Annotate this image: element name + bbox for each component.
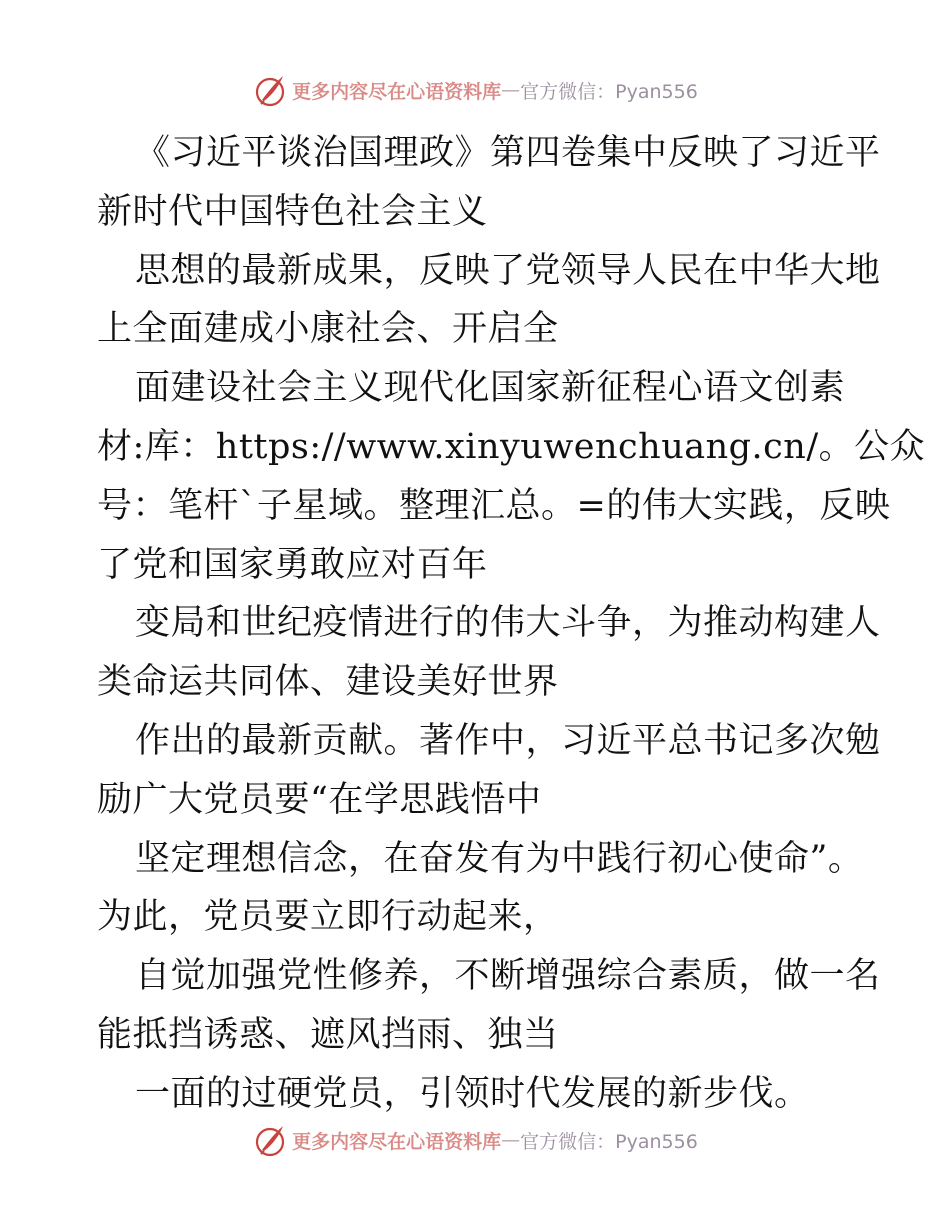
watermark-wechat-text: 官方微信：Pyan556 — [520, 1130, 698, 1153]
text-line: 《习近平谈治国理政》第四卷集中反映了习近平 — [135, 133, 881, 173]
watermark-wechat-text: 官方微信：Pyan556 — [520, 80, 698, 103]
footer-watermark — [0, 1120, 950, 1160]
text-line: 作出的最新贡献。著作中，习近平总书记多次勉 — [135, 720, 881, 761]
text-line: 变局和世纪疫情进行的伟大斗争，为推动构建人 — [135, 603, 881, 644]
text-line: 号：笔杆`子星域。整理汇总。=的伟大实践，反映 — [97, 485, 891, 526]
watermark-brand-text: 更多内容尽在心语资料库 — [292, 80, 502, 103]
text-line: 自觉加强党性修养，不断增强综合素质，做一名 — [135, 956, 881, 997]
document-body — [97, 124, 926, 1124]
quill-logo-icon — [252, 72, 288, 108]
text-line: 面建设社会主义现代化国家新征程心语文创素 — [135, 368, 846, 409]
text-line: 上全面建成小康社会、开启全 — [97, 309, 559, 350]
watermark-separator: — — [501, 1129, 521, 1151]
watermark-brand-text: 更多内容尽在心语资料库 — [292, 1130, 502, 1153]
text-line: 思想的最新成果，反映了党领导人民在中华大地 — [135, 250, 881, 291]
text-line: 类命运共同体、建设美好世界 — [97, 662, 559, 703]
watermark-separator: — — [501, 79, 521, 101]
quill-logo-icon — [252, 1122, 288, 1158]
text-line: 为此，党员要立即行动起来， — [97, 897, 559, 938]
text-line: 了党和国家勇敢应对百年 — [97, 544, 488, 585]
header-watermark — [0, 70, 950, 110]
text-line: 能抵挡诱惑、遮风挡雨、独当 — [97, 1014, 559, 1055]
text-line: 材:库：https://www.xinyuwenchuang.cn/。公众 — [97, 426, 926, 467]
text-line: 坚定理想信念，在奋发有为中践行初心使命”。 — [135, 838, 864, 879]
text-line: 一面的过硬党员，引领时代发展的新步伐。 — [135, 1073, 810, 1114]
text-line: 励广大党员要“在学思践悟中 — [97, 779, 542, 820]
text-line: 新时代中国特色社会主义 — [97, 191, 488, 232]
